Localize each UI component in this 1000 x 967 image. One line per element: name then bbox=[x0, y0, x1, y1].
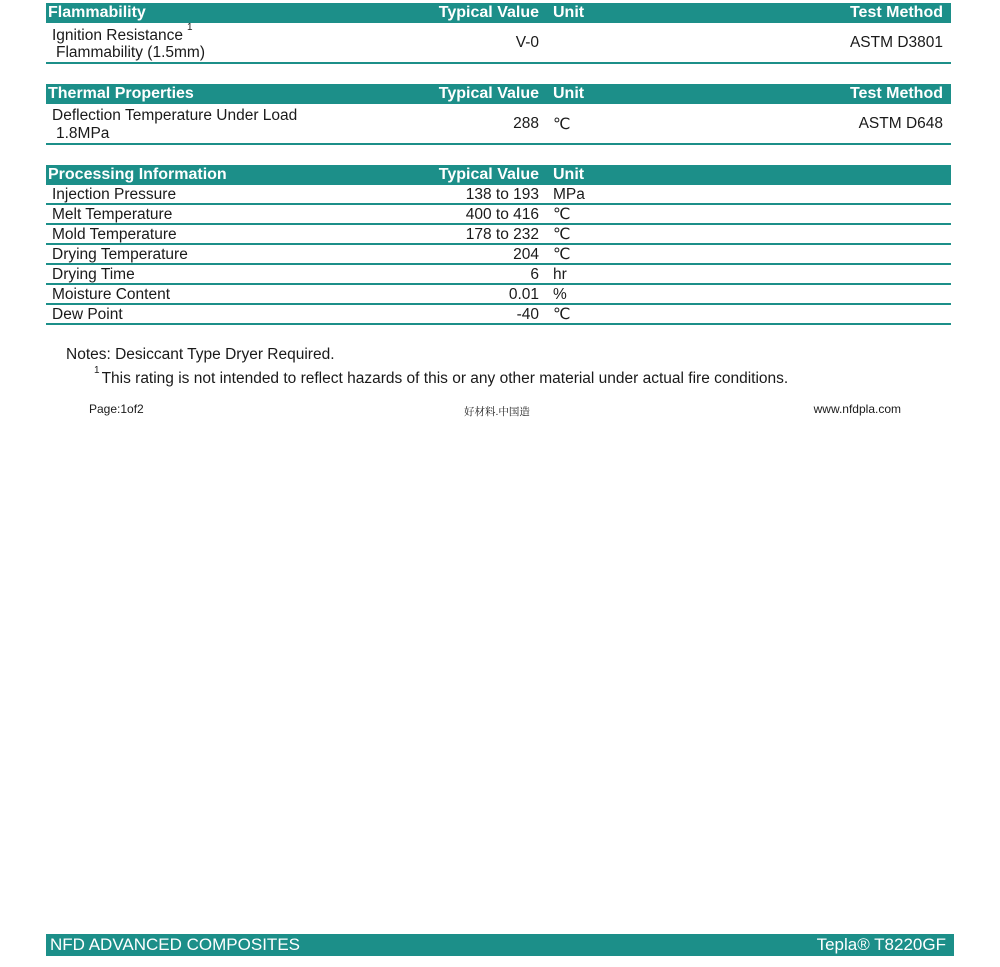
property-unit: ℃ bbox=[553, 226, 571, 243]
notes-text: Notes: Desiccant Type Dryer Required. bbox=[66, 346, 335, 363]
unit-header: Unit bbox=[553, 4, 585, 21]
property-value: 288 bbox=[513, 115, 539, 132]
slogan: 好材料.中国造 bbox=[464, 406, 530, 418]
unit-header: Unit bbox=[553, 85, 585, 102]
section-title: Thermal Properties bbox=[48, 85, 194, 102]
typical-value-header: Typical Value bbox=[438, 85, 539, 102]
processing-header bbox=[46, 165, 951, 185]
property-name: Injection Pressure bbox=[52, 186, 177, 203]
table-row bbox=[46, 305, 951, 325]
footnote bbox=[94, 365, 789, 388]
unit-header: Unit bbox=[553, 166, 585, 183]
property-unit: hr bbox=[553, 266, 567, 283]
property-name: Deflection Temperature Under Load bbox=[52, 107, 298, 124]
property-unit: MPa bbox=[553, 186, 585, 203]
property-value: 0.01 bbox=[508, 286, 539, 303]
processing-table bbox=[46, 165, 951, 325]
flammability-table bbox=[46, 3, 951, 64]
property-unit: ℃ bbox=[553, 246, 571, 263]
property-subname: Flammability (1.5mm) bbox=[56, 44, 205, 61]
property-subname: 1.8MPa bbox=[56, 125, 110, 142]
section-title: Flammability bbox=[48, 4, 146, 21]
property-value: 6 bbox=[530, 266, 539, 283]
company-name: NFD ADVANCED COMPOSITES bbox=[50, 935, 300, 954]
table-row bbox=[46, 185, 951, 205]
thermal-table bbox=[46, 84, 951, 145]
test-method-header: Test Method bbox=[849, 4, 943, 21]
processing-rows bbox=[46, 185, 951, 325]
property-name: Ignition Resistance $^1$ bbox=[52, 22, 193, 45]
table-row bbox=[46, 245, 951, 265]
product-name: Tepla® T8220GF bbox=[816, 935, 946, 954]
thermal-header bbox=[46, 84, 951, 104]
website: www.nfdpla.com bbox=[813, 402, 901, 416]
property-name: Drying Time bbox=[52, 266, 135, 283]
property-method: ASTM D648 bbox=[858, 115, 943, 132]
table-row bbox=[46, 285, 951, 305]
property-name: Drying Temperature bbox=[52, 246, 188, 263]
property-unit: ℃ bbox=[553, 206, 571, 223]
flammability-header bbox=[46, 3, 951, 23]
table-row bbox=[46, 225, 951, 245]
property-value: 204 bbox=[513, 246, 539, 263]
footnote-marker: 1 bbox=[94, 365, 100, 376]
page-number: Page:1of2 bbox=[89, 402, 144, 416]
property-name: Dew Point bbox=[52, 306, 123, 323]
table-row bbox=[46, 104, 951, 145]
footnote-text: This rating is not intended to reflect hazards of this or any other material under actual fire conditions. bbox=[101, 370, 789, 388]
property-name: Melt Temperature bbox=[52, 206, 173, 223]
table-row bbox=[46, 23, 951, 64]
test-method-header: Test Method bbox=[849, 85, 943, 102]
property-unit: ℃ bbox=[553, 116, 571, 133]
property-value: 138 to 193 bbox=[465, 186, 539, 203]
property-value: V-0 bbox=[515, 34, 539, 51]
property-value: 178 to 232 bbox=[465, 226, 539, 243]
typical-value-header: Typical Value bbox=[438, 166, 539, 183]
bottom-bar bbox=[46, 934, 954, 956]
property-unit: ℃ bbox=[553, 306, 571, 323]
property-value: -40 bbox=[516, 306, 539, 323]
property-name: Mold Temperature bbox=[52, 226, 177, 243]
table-row bbox=[46, 265, 951, 285]
footnote-marker: 1 bbox=[186, 22, 193, 33]
property-unit: % bbox=[553, 286, 567, 303]
table-row bbox=[46, 205, 951, 225]
property-method: ASTM D3801 bbox=[849, 34, 943, 51]
property-value: 400 to 416 bbox=[465, 206, 539, 223]
section-title: Processing Information bbox=[48, 166, 227, 183]
typical-value-header: Typical Value bbox=[438, 4, 539, 21]
property-name: Moisture Content bbox=[52, 286, 171, 303]
